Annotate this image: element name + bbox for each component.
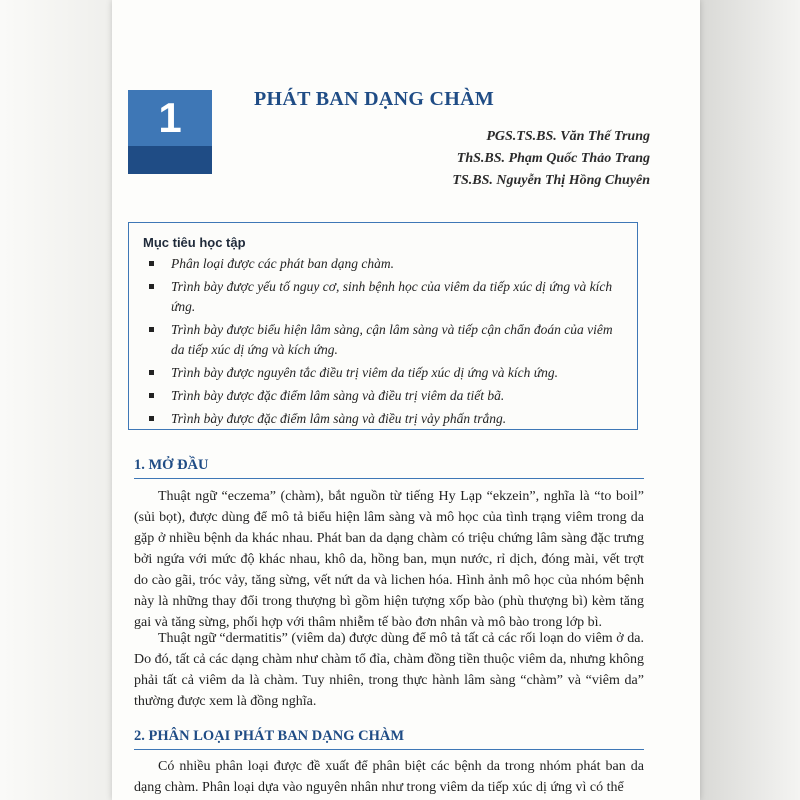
objective-item <box>143 254 623 274</box>
author: PGS.TS.BS. Văn Thế Trung <box>486 129 650 144</box>
author-list <box>452 126 650 192</box>
learning-objectives-box <box>128 222 638 430</box>
background-left <box>0 0 112 800</box>
objectives-list <box>143 254 623 429</box>
bullet-icon <box>149 416 154 421</box>
chapter-number-box <box>128 90 212 146</box>
chapter-number: 1 <box>158 94 182 141</box>
background-right <box>700 0 800 800</box>
author: TS.BS. Nguyễn Thị Hồng Chuyên <box>452 173 650 188</box>
section-divider <box>134 749 644 750</box>
objective-text: Phân loại được các phát ban dạng chàm. <box>171 256 395 271</box>
objective-item <box>143 386 623 406</box>
bullet-icon <box>149 370 154 375</box>
objective-item <box>143 320 623 360</box>
objective-item <box>143 277 623 317</box>
chapter-number-bar <box>128 146 212 174</box>
objective-text: Trình bày được đặc điểm lâm sàng và điều trị viêm da tiết bã. <box>171 388 505 403</box>
objective-item <box>143 363 623 383</box>
bullet-icon <box>149 284 154 289</box>
objectives-title: Mục tiêu học tập <box>143 235 246 250</box>
bullet-icon <box>149 393 154 398</box>
section-heading: 1. MỞ ĐẦU <box>134 457 209 473</box>
body-paragraph: Thuật ngữ “dermatitis” (viêm da) được dùng để mô tả tất cả các rối loạn do viêm ở da. Do đó, tất cả các dạng chàm như chàm tổ đỉa, chàm đồng tiền thuộc viêm da, nhưng không phải tất cả viêm da là chàm. Tuy nhiên, trong thực hành lâm sàng “chàm” và “viêm da” thường được xem là đồng nghĩa. <box>134 631 644 709</box>
objective-text: Trình bày được nguyên tắc điều trị viêm da tiếp xúc dị ứng và kích ứng. <box>171 365 558 380</box>
chapter-title: PHÁT BAN DẠNG CHÀM <box>254 88 495 110</box>
objective-text: Trình bày được đặc điểm lâm sàng và điều trị vảy phấn trắng. <box>171 411 507 426</box>
body-paragraph: Có nhiều phân loại được đề xuất để phân biệt các bệnh da trong nhóm phát ban da dạng chàm. Phân loại dựa vào nguyên nhân như trong viêm da tiếp xúc dị ứng vì có thể <box>134 759 644 795</box>
body-paragraph: Thuật ngữ “eczema” (chàm), bắt nguồn từ tiếng Hy Lạp “ekzein”, nghĩa là “to boil” (sủi bọt), được dùng để mô tả biểu hiện lâm sàng và mô học của tình trạng viêm trong da gặp ở nhiều bệnh da khác nhau. Phát ban da dạng chàm có triệu chứng lâm sàng đặc trưng bởi ngứa với mức độ khác nhau, khô da, hồng ban, mụn nước, rỉ dịch, đóng mài, vết trợt do cào gãi, tróc vảy, tăng sừng, vết nứt da và lichen hóa. Hình ảnh mô học của nhóm bệnh này là những thay đổi trong thượng bì gồm hiện tượng xốp bào (phù thượng bì) kèm tăng gai và tăng sừng, phối hợp với thâm nhiễm tế bào đơn nhân và mô bào trong lớp bì. <box>134 489 644 630</box>
section-divider <box>134 478 644 479</box>
section-heading: 2. PHÂN LOẠI PHÁT BAN DẠNG CHÀM <box>134 728 404 744</box>
author: ThS.BS. Phạm Quốc Thảo Trang <box>456 151 650 166</box>
bullet-icon <box>149 261 154 266</box>
objective-text: Trình bày được biểu hiện lâm sàng, cận lâm sàng và tiếp cận chẩn đoán của viêm da tiếp xúc dị ứng và kích ứng. <box>171 322 613 357</box>
bullet-icon <box>149 327 154 332</box>
objective-text: Trình bày được yếu tố nguy cơ, sinh bệnh học của viêm da tiếp xúc dị ứng và kích ứng. <box>171 279 613 314</box>
objective-item <box>143 409 623 429</box>
book-page <box>112 0 700 800</box>
